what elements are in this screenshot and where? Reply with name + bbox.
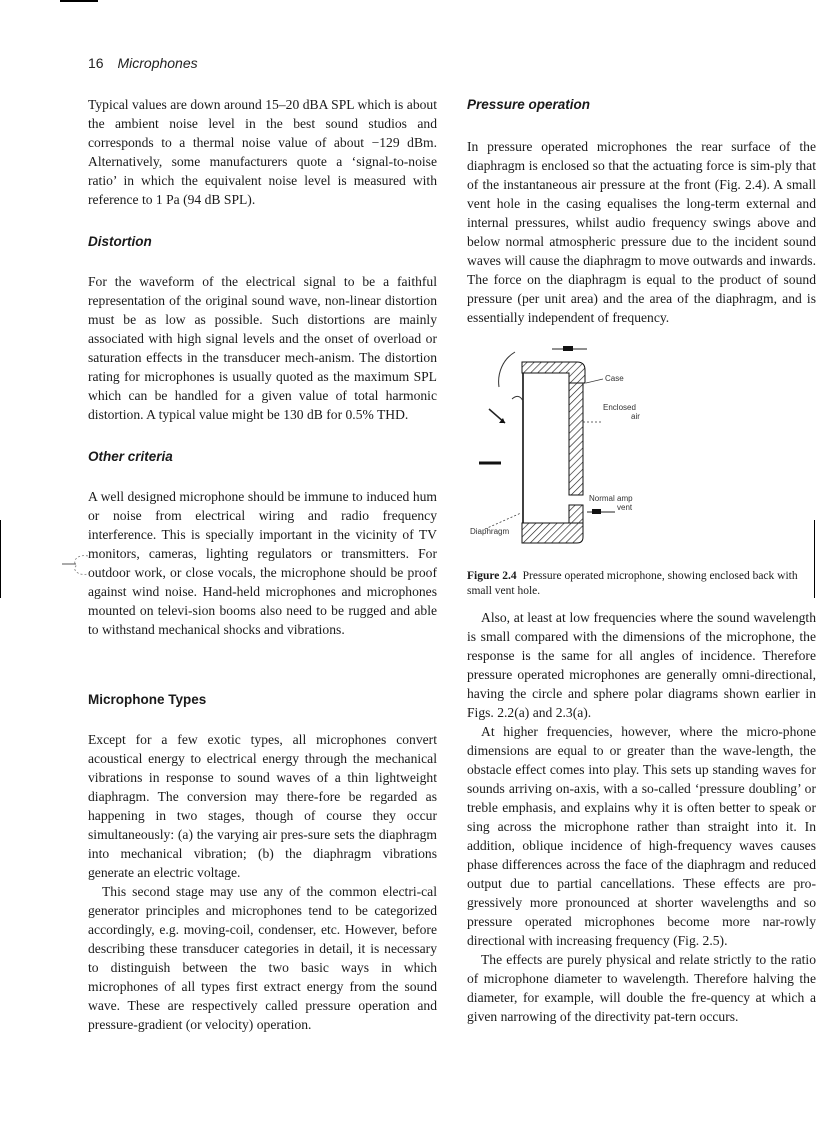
paragraph-types-2: This second stage may use any of the common electri-cal generator principles and microphones tend to be categorized accordingly, e.g. moving-coil, condenser, etc. However, before describing these transducer categories in detail, it is necessary to distinguish between the two basic ways in which microphones of all types first extract energy from the sound wave. These are respectively called pressure operation and pressure-gradient (or velocity) operation. <box>88 884 437 1032</box>
paragraph-distortion: For the waveform of the electrical signal to be a faithful representation of the original sound wave, non-linear distortion must be as low as possible. Such distortions are mainly associated with high signal levels and the onset of overload or saturation effects in the transducer mech-anism. The distortion rating for microphones is usually quoted as the maximum SPL which can be handled for a given value of total harmonic distortion. A typical value might be 130 dB for 0.5% THD. <box>88 274 437 422</box>
figure-caption <box>467 569 816 599</box>
chapter-title: Microphones <box>117 55 198 71</box>
label-enclosed-1: Enclosed <box>603 403 636 412</box>
paragraph-effects: The effects are purely physical and relate strictly to the ratio of microphone diameter to wavelength. Therefore halving the diameter, for example, will double the fre-quency at which a given narrowing of the directivity pat-tern occurs. <box>467 952 816 1024</box>
heading-microphone-types: Microphone Types <box>88 692 207 707</box>
heading-other-criteria: Other criteria <box>88 449 173 464</box>
left-margin-mark <box>0 520 1 598</box>
heading-distortion: Distortion <box>88 234 152 249</box>
margin-annotation-mark <box>50 550 90 580</box>
paragraph-types-1: Except for a few exotic types, all microphones convert acoustical energy to electrical energy through the mechanical vibrations in response to sound waves of a thin lightweight diaphragm. The conversion may there-fore be regarded as happening in two stages, though of course they occur simultaneously: (a) the varying air pres-sure sets the diaphragm into mechanical vibration; (b) the diaphragm vibrations generate an electric voltage. <box>88 732 437 880</box>
running-header <box>88 55 198 71</box>
page-number: 16 <box>88 55 104 71</box>
caption-text: Pressure operated microphone, showing enclosed back with small vent hole. <box>467 570 798 597</box>
paragraph-noise: Typical values are down around 15–20 dBA SPL which is about the ambient noise level in the best sound studios and corresponds to a thermal noise value of about −129 dBm. Alternatively, some manufacturers quote a ‘signal-to-noise ratio’ in which the equivalent noise level is measured with reference to 1 Pa (94 dB SPL). <box>88 97 437 207</box>
label-vent-1: Normal amp <box>589 494 633 503</box>
heading-pressure-operation: Pressure operation <box>467 97 591 112</box>
microphone-diagram <box>467 337 816 567</box>
top-rule <box>60 0 98 2</box>
label-enclosed-2: air <box>631 412 640 421</box>
paragraph-pressure-operation: In pressure operated microphones the rear surface of the diaphragm is enclosed so that the actuating force is sim-ply that of the instantaneous air pressure at the front (Fig. 2.4). A small vent hole in the casing equalises the long-term external and internal pressures, whilst audio frequency swings above and below normal atmospheric pressure due to the incident sound waves will cause the diaphragm to move outwards and inwards. The force on the diaphragm is equal to the product of sound pressure (per unit area) and the area of the diaphragm, and is essentially independent of frequency. <box>467 139 816 325</box>
left-column <box>88 95 437 1034</box>
right-column <box>467 95 816 1026</box>
paragraph-higher-frequencies: At higher frequencies, however, where the micro-phone dimensions are equal to or greater than the wave-length, the obstacle effect comes into play. This sets up standing waves for sounds arriving on-axis, with a so-called ‘pressure doubling’ or treble emphasis, and explains why it is often better to speak or sing across the microphone rather than straight into it. In addition, oblique incidence of high-frequency waves causes phase differences across the face of the diaphragm and reduced output due to partial cancellations. These effects are pro-gressively more pronounced at shorter wavelengths and so pressure operated microphones become more nar-rowly directional with increasing frequency (Fig. 2.5). <box>467 724 816 948</box>
figure-2-4 <box>467 337 816 567</box>
caption-number: Figure 2.4 <box>467 570 517 582</box>
paragraph-other-criteria: A well designed microphone should be immune to induced hum or noise from electrical wiring and radio frequency interference. This is specially important in the vicinity of TV monitors, cameras, lighting regulators or transmitters. For outdoor work, or close vocals, the microphone should be proof against wind noise. Hand-held microphones and microphones mounted on televi-sion booms also need to be rugged and able to withstand mechanical shocks and vibrations. <box>88 489 437 637</box>
label-vent-2: vent <box>617 503 633 512</box>
label-case: Case <box>605 374 624 383</box>
paragraph-low-frequencies: Also, at least at low frequencies where the sound wavelength is small compared with the dimensions of the microphone, the response is the same for all angles of incidence. Therefore pressure operated microphones are generally omni-directional, having the circle and sphere polar diagrams shown earlier in Figs. 2.2(a) and 2.3(a). <box>467 610 816 720</box>
label-diaphragm: Diaphragm <box>470 527 510 536</box>
